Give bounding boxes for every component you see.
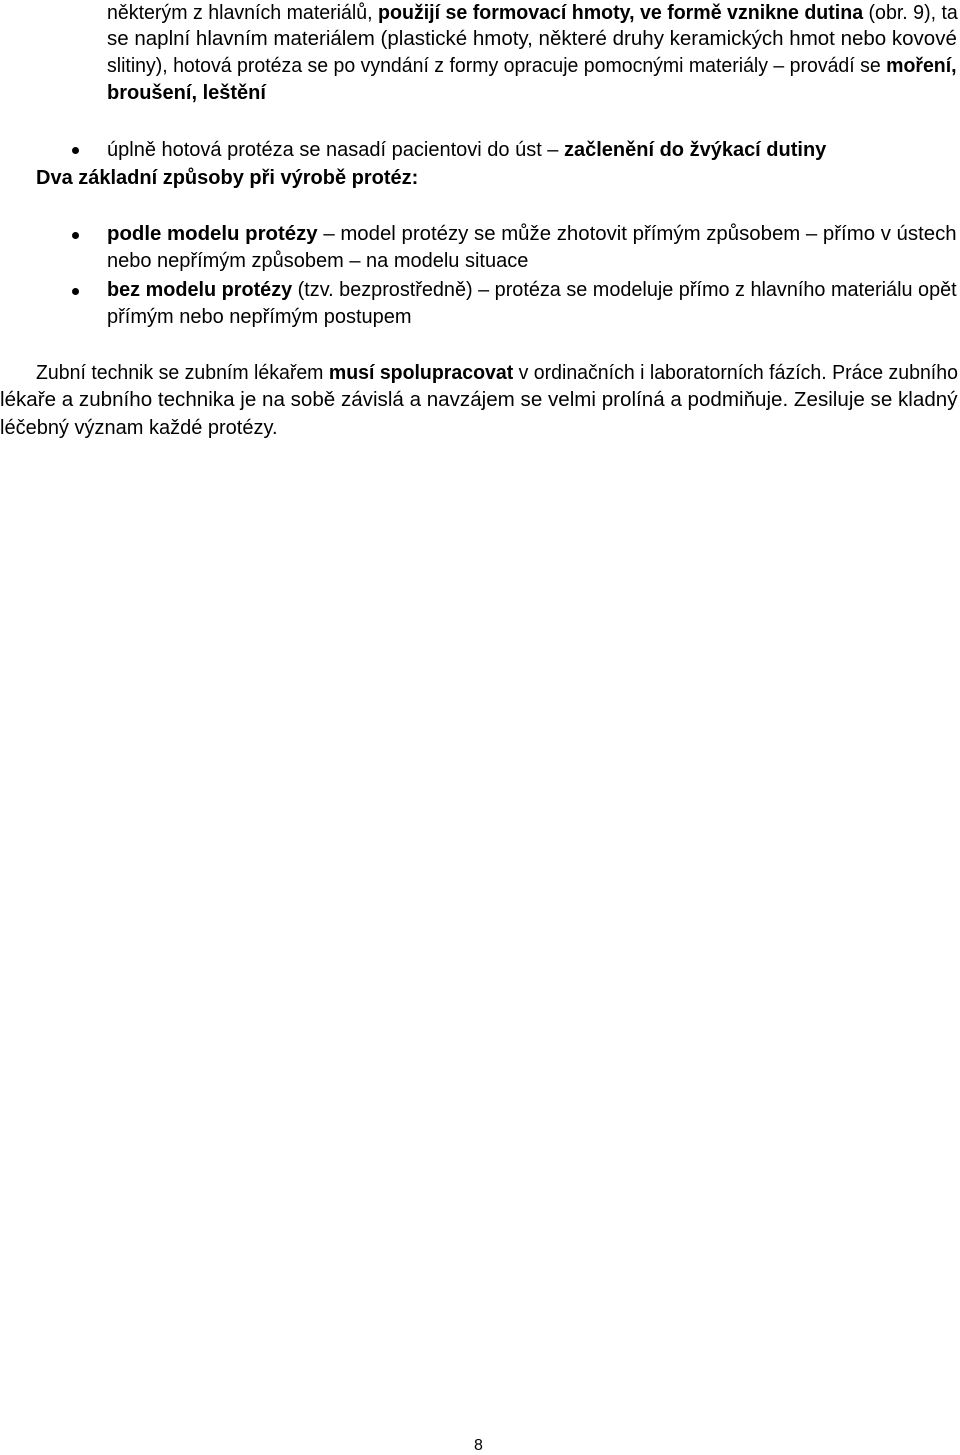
bullet-item-text: nebo nepřímým způsobem – na modelu situace [107,250,529,272]
paragraph-line: se naplní hlavním materiálem (plastické hmoty, některé druhy keramických hmot nebo kovové [107,28,957,50]
paragraph-line: broušení, leštění [107,82,266,104]
bold-phrase: moření, [886,55,957,77]
bullet-icon [72,147,79,154]
bold-phrase: začlenění do žvýkací dutiny [563,139,827,161]
bold-phrase: použijí se formovací hmoty, ve formě vznikne dutina [378,2,864,24]
bullet-item-text: úplně hotová protéza se nasadí pacientovi do úst – začlenění do žvýkací dutiny [107,139,827,161]
closing-paragraph-line: léčebný význam každé protézy. [0,417,278,439]
bold-phrase: musí spolupracovat [328,362,514,384]
bullet-item-text: přímým nebo nepřímým postupem [107,306,412,328]
bullet-icon [72,232,79,239]
closing-paragraph-line: Zubní technik se zubním lékařem musí spolupracovat v ordinačních i laboratorních fázích. Práce zubního [36,362,958,384]
closing-paragraph-line: lékaře a zubního technika je na sobě závislá a navzájem se velmi prolíná a podmiňuje. Zesiluje se kladný [0,389,958,411]
paragraph-line: některým z hlavních materiálů, použijí se formovací hmoty, ve formě vznikne dutina (obr. 9), ta [107,2,958,24]
page-number: 8 [474,1437,483,1454]
bold-phrase: podle modelu protézy [107,223,318,245]
bold-phrase: bez modelu protézy [107,279,293,301]
paragraph-line: slitiny), hotová protéza se po vyndání z formy opracuje pomocnými materiály – provádí se moření, [107,55,957,77]
bullet-icon [72,288,79,295]
bullet-item-text: podle modelu protézy – model protézy se může zhotovit přímým způsobem – přímo v ústech [107,223,957,245]
section-heading: Dva základní způsoby při výrobě protéz: [36,167,419,189]
bullet-item-text: bez modelu protézy (tzv. bezprostředně) – protéza se modeluje přímo z hlavního materiálu opět [107,279,957,301]
